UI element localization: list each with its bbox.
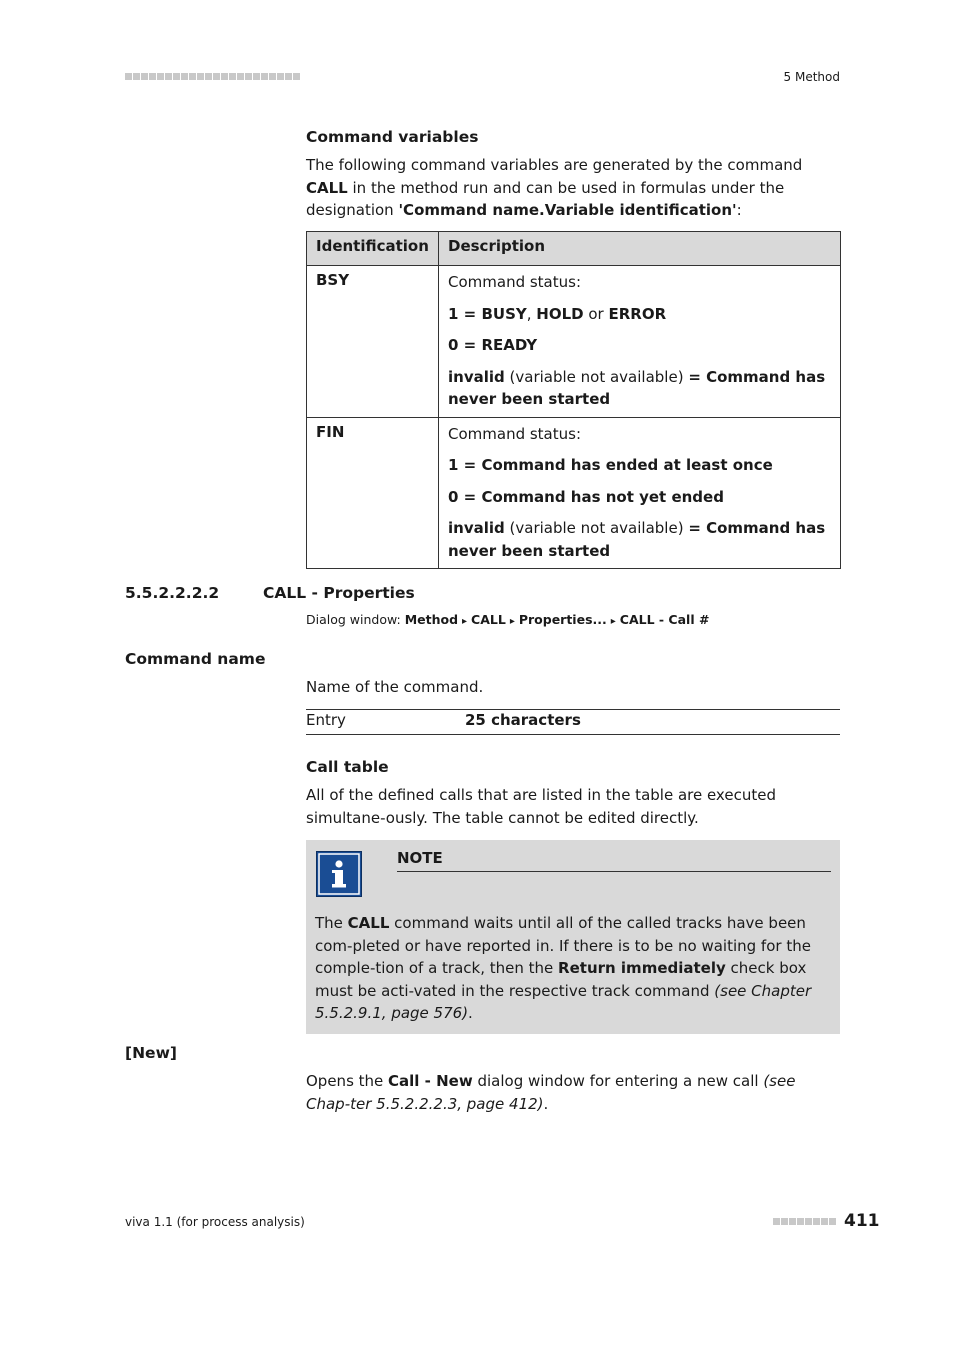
section-number: 5.5.2.2.2.2: [125, 584, 220, 602]
call-table-heading: Call table: [306, 758, 389, 776]
row-description: Command status: 1 = BUSY, HOLD or ERROR 0 = READY invalid (variable not available) = Command has never been started: [439, 266, 841, 418]
row-description: Command status: 1 = Command has ended at least once 0 = Command has not yet ended invalid (variable not available) = Command has never been started: [439, 417, 841, 569]
note-title: NOTE: [397, 849, 443, 867]
col-identification: Identification: [307, 232, 439, 266]
page-number: 411: [844, 1211, 880, 1231]
entry-value: 25 characters: [465, 711, 581, 729]
row-identification: FIN: [307, 417, 439, 569]
call-table-text: All of the defined calls that are listed in the table are executed simultane-ously. The table cannot be edited directly.: [306, 786, 776, 827]
table-row: [307, 266, 841, 418]
command-name-label: Command name: [125, 650, 266, 668]
command-variables-intro: The following command variables are generated by the command CALL in the method run and can be used in formulas under the designation 'Command name.Variable identification':: [306, 156, 803, 219]
dialog-path: Dialog window: Method ▸ CALL ▸ Properties... ▸ CALL - Call #: [306, 612, 710, 627]
col-description: Description: [439, 232, 841, 266]
command-name-desc: Name of the command.: [306, 678, 484, 696]
note-text: The CALL command waits until all of the called tracks have been com-pleted or have reported in. If there is to be no waiting for the comple-tion of a track, then the Return immediately check box must be acti-vated in the respective track command (see Chapter 5.5.2.9.1, page 576).: [315, 914, 812, 1022]
section-title: CALL - Properties: [263, 584, 415, 602]
entry-row: [306, 709, 840, 735]
footer-decoration: [773, 1218, 836, 1225]
row-identification: BSY: [307, 266, 439, 418]
new-button-label: [New]: [125, 1044, 177, 1062]
info-icon: [316, 851, 362, 897]
table-header-row: [307, 232, 841, 266]
table-row: [307, 417, 841, 569]
command-variables-heading: Command variables: [306, 128, 479, 146]
new-button-desc: Opens the Call - New dialog window for entering a new call (see Chap-ter 5.5.2.2.2.3, page 412).: [306, 1072, 796, 1113]
note-box: [306, 840, 840, 1034]
note-title-rule: [397, 848, 831, 872]
entry-label: Entry: [306, 711, 346, 729]
command-variables-table: [306, 231, 841, 569]
header-section: 5 Method: [783, 70, 840, 84]
footer-product: viva 1.1 (for process analysis): [125, 1215, 305, 1229]
header-decoration: [125, 73, 300, 80]
